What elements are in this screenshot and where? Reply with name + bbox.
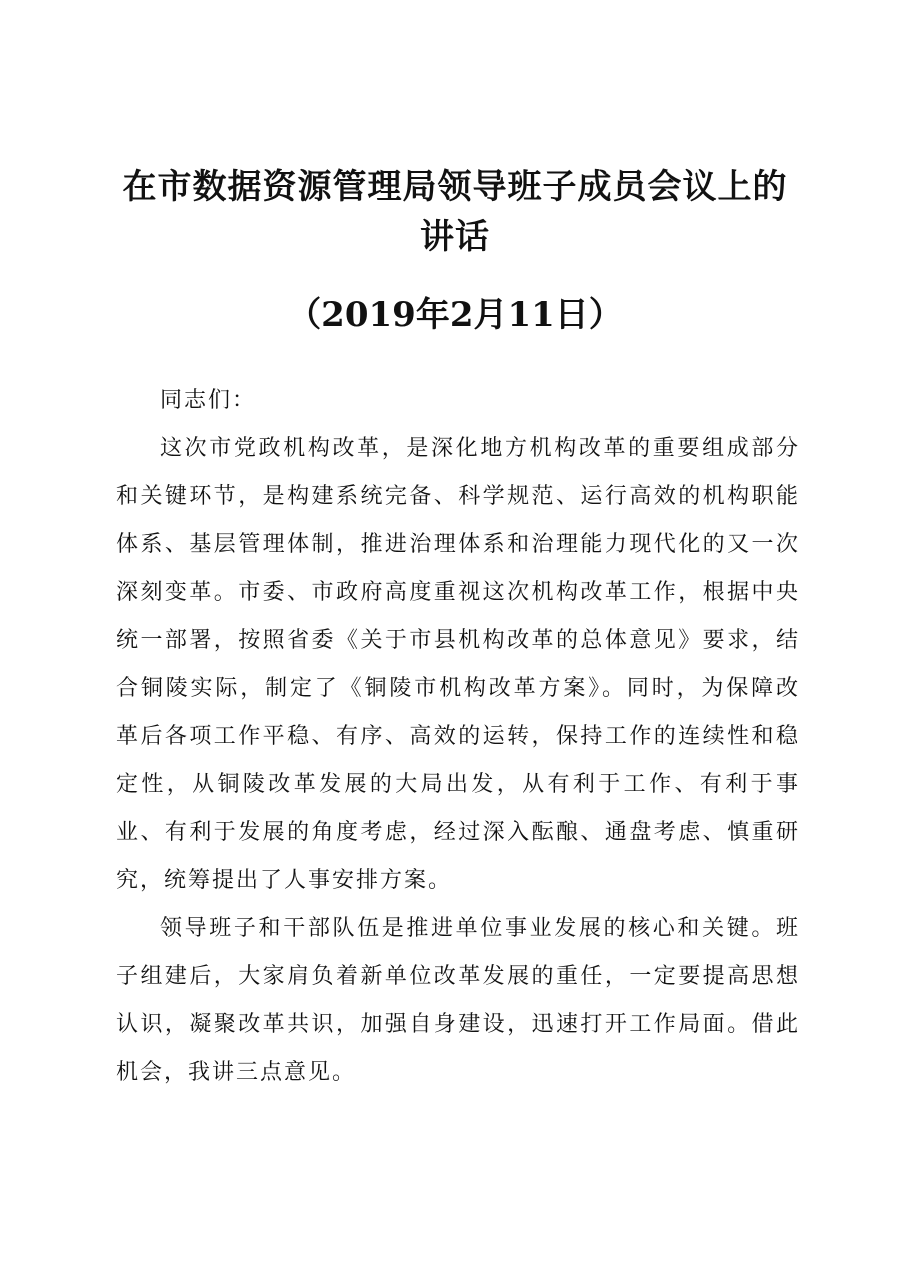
paragraph: 领导班子和干部队伍是推进单位事业发展的核心和关键。班子组建后，大家肩负着新单位改革发展的重任，一定要提高思想认识，凝聚改革共识，加强自身建设，迅速打开工作局面。借此机会，我讲三点意见。 bbox=[116, 916, 800, 1085]
paragraph: 这次市党政机构改革，是深化地方机构改革的重要组成部分和关键环节，是构建系统完备、科学规范、运行高效的机构职能体系、基层管理体制，推进治理体系和治理能力现代化的又一次深刻变革。市委、市政府高度重视这次机构改革工作，根据中央统一部署，按照省委《关于市县机构改革的总体意见》要求，结合铜陵实际，制定了《铜陵市机构改革方案》。同时，为保障改革后各项工作平稳、有序、高效的运转，保持工作的连续性和稳定性，从铜陵改革发展的大局出发，从有利于工作、有利于事业、有利于发展的角度考虑，经过深入酝酿、通盘考虑、慎重研究，统筹提出了人事安排方案。 bbox=[116, 436, 800, 893]
document-title: 在市数据资源管理局领导班子成员会议上的讲话 bbox=[122, 167, 788, 257]
speech-body bbox=[116, 377, 800, 1097]
speech-date: （2019年2月11日） bbox=[287, 295, 623, 335]
salutation: 同志们： bbox=[160, 388, 257, 413]
